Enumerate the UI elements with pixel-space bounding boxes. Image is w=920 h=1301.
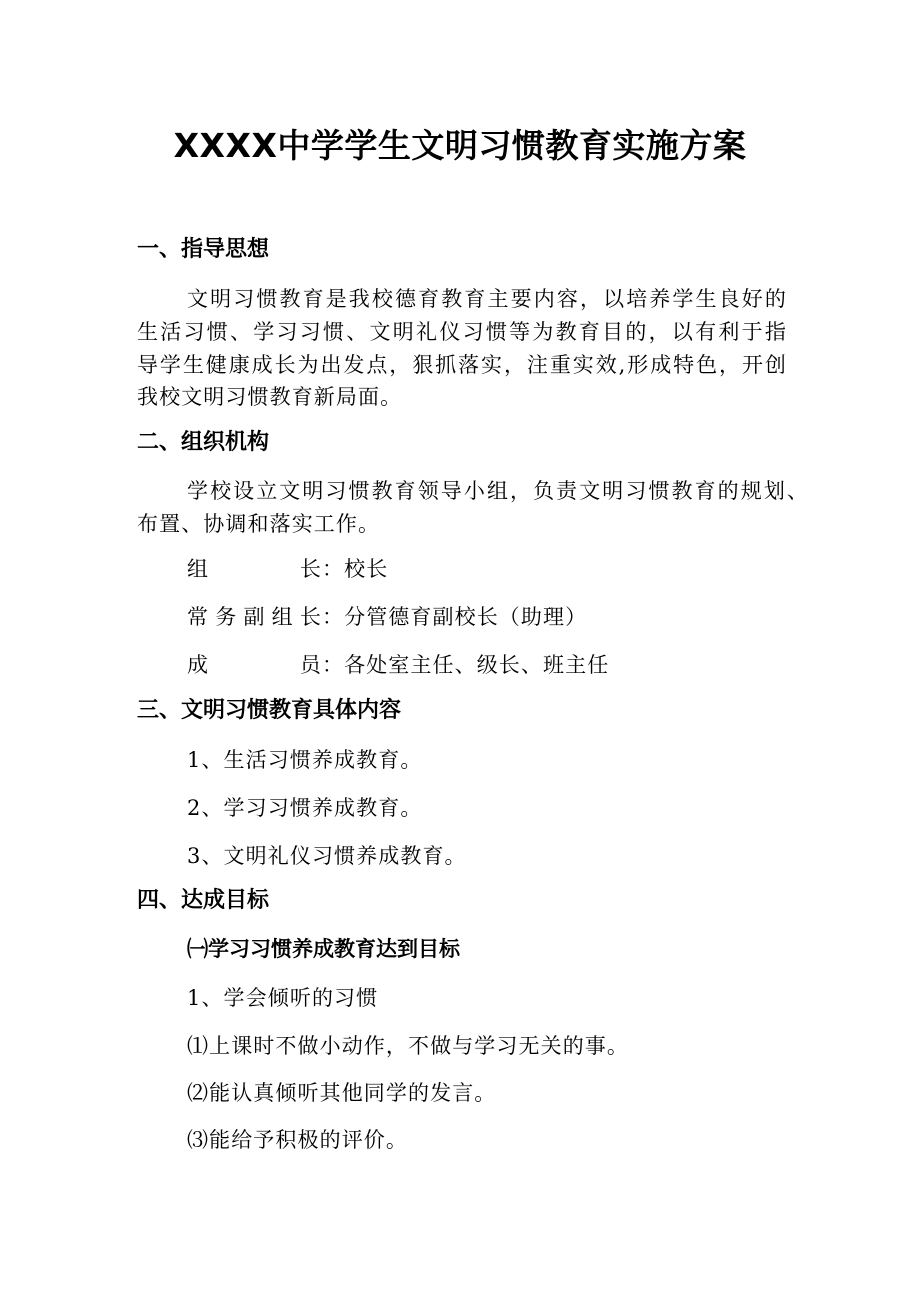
paragraph-line: 生活习惯、学习习惯、文明礼仪习惯等为教育目的，以有利于指 (137, 320, 787, 344)
paragraph-line: 学校设立文明习惯教育领导小组，负责文明习惯教育的规划、 (187, 479, 809, 503)
member-row-members (187, 650, 609, 680)
paragraph-line: 文明习惯教育是我校德育教育主要内容，以培养学生良好的 (187, 287, 787, 311)
member-row-leader (187, 554, 388, 584)
paragraph-line: 我校文明习惯教育新局面。 (137, 385, 403, 409)
section-heading-organization: 二、组织机构 (137, 430, 270, 455)
section-heading-goals: 四、达成目标 (137, 888, 270, 913)
document-title: XXXX中学学生文明习惯教育实施方案 (173, 126, 747, 165)
section-heading-guiding-thought: 一、指导思想 (137, 237, 270, 262)
member-value: ：校长 (322, 557, 389, 581)
member-value: ：各处室主任、级长、班主任 (322, 653, 610, 677)
sub-list-item: ⑴上课时不做小动作，不做与学习无关的事。 (187, 1034, 629, 1058)
member-row-deputy (187, 602, 587, 632)
member-role: 成 员 (187, 653, 322, 677)
sub-list-item: ⑵能认真倾听其他同学的发言。 (187, 1081, 497, 1105)
list-item: 1、学会倾听的习惯 (187, 986, 379, 1010)
member-value: ：分管德育副校长（助理） (322, 605, 588, 629)
list-item: 3、文明礼仪习惯养成教育。 (187, 844, 467, 868)
member-role: 组 长 (187, 557, 322, 581)
list-item: 1、生活习惯养成教育。 (187, 748, 423, 772)
section-heading-content: 三、文明习惯教育具体内容 (137, 698, 402, 723)
list-item: 2、学习习惯养成教育。 (187, 796, 423, 820)
paragraph-line: 布置、协调和落实工作。 (137, 512, 381, 536)
sub-list-item: ⑶能给予积极的评价。 (187, 1128, 408, 1152)
member-role: 常务副组长 (187, 605, 322, 629)
subsection-heading: ㈠学习习惯养成教育达到目标 (187, 937, 460, 961)
paragraph-line: 导学生健康成长为出发点，狠抓落实，注重实效,形成特色，开创 (137, 353, 787, 377)
